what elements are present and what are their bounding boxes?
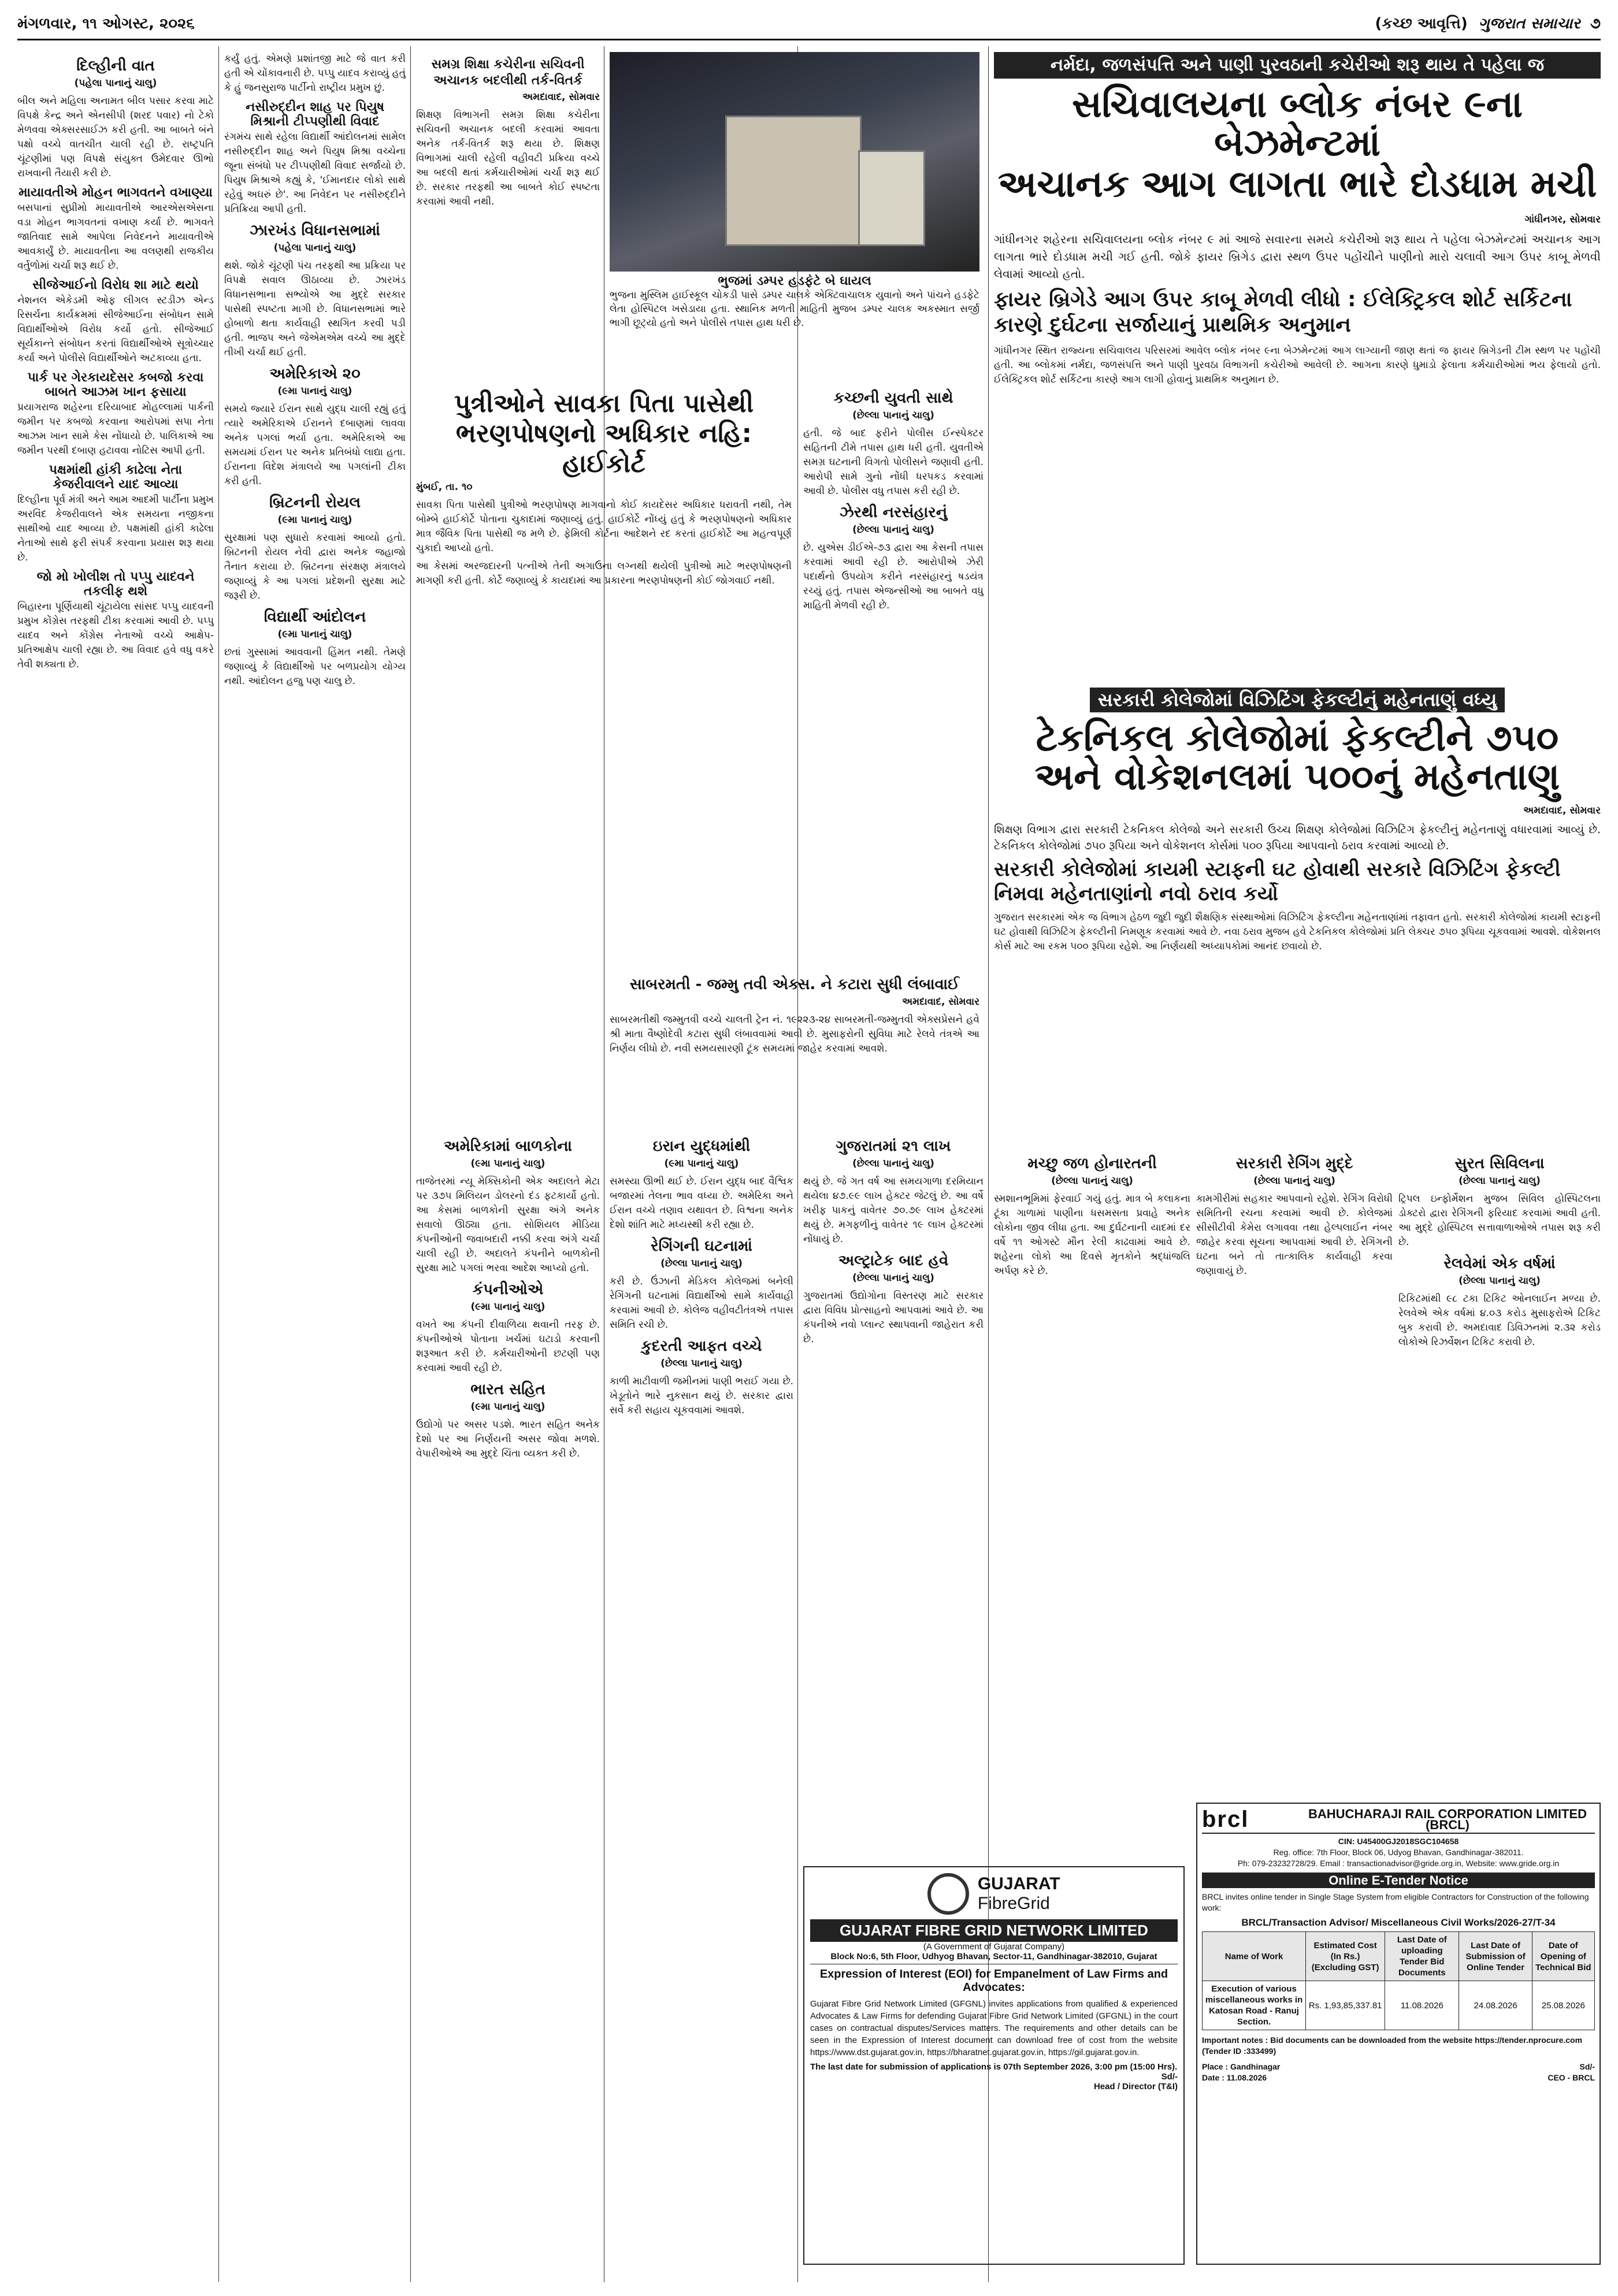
ad-body: Gujarat Fibre Grid Network Limited (GFGNL) invites applications from qualified & experienced Advocates & Law Firms for defending Gujarat Fibre Grid Network Limited (GFGNL) in the court cases on contractual disputes/Services matters. The requirements and other details can be seen in the Expression of Interest document can download free of cost from the website https://www.dst.gujarat.gov.in, https://bharatnet.gujarat.gov.in, https://gil.gujarat.gov.in. bbox=[810, 1999, 1178, 2057]
continuation: (છેલ્લા પાનાનું ચાલુ) bbox=[852, 1158, 934, 1169]
ad-title: GUJARAT FIBRE GRID NETWORK LIMITED bbox=[810, 1919, 1178, 1942]
story-sachivalay bbox=[994, 52, 1601, 676]
ad-date: Date : 11.08.2026 bbox=[1202, 2073, 1267, 2082]
continuation: (૯મા પાનાનું ચાલુ) bbox=[277, 514, 352, 526]
edition: (કચ્છ આવૃત્તિ) bbox=[1375, 15, 1468, 32]
headline: પુત્રીઓને સાવકા પિતા પાસેથી ભરણપોષણનો અધિકાર નહિ: હાઈકોર્ટ bbox=[454, 389, 754, 478]
brand-line: FibreGrid bbox=[977, 1894, 1050, 1913]
column-iran bbox=[610, 1132, 793, 2253]
headline: કચ્છની યુવતી સાથે bbox=[833, 389, 953, 407]
paragraph: ટ્રિપલ ઇન્ફોર્મેશન મુજબ સિવિલ હોસ્પિટલના ડોક્ટરો દ્વારા રેગિંગની ફરિયાદ કરવામાં આવી હતી. આ મુદ્દે હોસ્પિટલ સત્તાવાળાઓએ તપાસ શરૂ કરી છે. bbox=[1398, 1193, 1601, 1248]
photo-caption-title: ભુજમાં ડમ્પર હડફેટે બે ઘાયલ bbox=[718, 274, 871, 288]
continuation: (છેલ્લા પાનાનું ચાલુ) bbox=[1051, 1175, 1133, 1187]
story-education bbox=[416, 52, 600, 376]
paragraph: કરી છે. ઉંઝાની મેડિકલ કોલેજમાં બનેલી રેગિંગની ઘટનામાં વિદ્યાર્થીઓ સામે કાર્યવાહી કરવામાં આવી છે. કોલેજ વહીવટીતંત્રએ તપાસ સમિતિ રચી છે. bbox=[610, 1276, 793, 1331]
headline: સાબરમતી - જમ્મુ તવી એક્સ. ને કટારા સુધી લંબાવાઈ bbox=[629, 976, 960, 993]
dateline: મુંબઈ, તા. ૧૦ bbox=[416, 481, 473, 493]
masthead bbox=[1375, 15, 1601, 33]
column-surat-railway bbox=[1398, 1150, 1601, 1791]
ad-phone: Ph: 079-23232728/29. Email : transactionadvisor@gride.org.in, Website: www.gride.org.in bbox=[1237, 1859, 1560, 1868]
table-cell: 24.08.2026 bbox=[1459, 1981, 1532, 2030]
headline: ભારત સહિત bbox=[470, 1381, 545, 1398]
paragraph: થશે. જોકે ચૂંટણી પંચ તરફથી આ પ્રક્રિયા પર વિપક્ષે સવાલ ઊઠાવ્યા છે. ઝારખંડ વિધાનસભાના સભ્યોએ આ મુદ્દે સરકાર પાસેથી સ્પષ્ટતા માગી છે. વિધાનસભામાં ભારે હોબાળો થતા કાર્યવાહી સ્થગિત કરવી પડી હતી. ભાજપ અને જેએમએમ વચ્ચે આ મુદ્દે તીખી ચર્ચા થઈ હતી. bbox=[224, 260, 406, 358]
ad-body: BRCL invites online tender in Single Stage System from eligible Contractors for Construction of the following work: bbox=[1202, 1892, 1589, 1912]
paragraph: આ કેસમાં અરજદારની પત્નીએ તેની અગાઉના લગ્નથી થયેલી પુત્રીઓ માટે ભરણપોષણની માગણી કરી હતી. કોર્ટે જણાવ્યું કે કાયદામાં આ પ્રકારના ભરણપોષણની કોઈ જોગવાઈ નથી. bbox=[416, 560, 792, 586]
table-header: Estimated Cost (In Rs.) (Excluding GST) bbox=[1306, 1932, 1385, 1981]
paragraph: બીલ અને મહિલા અનામત બીલ પસાર કરવા માટે વિપક્ષે કેન્દ્ર અને એનસીપી (શરદ પવાર) નો ટેકો મેળવવા એક્સરસાઈઝ કરી હતી. આ બાબતે બંને પક્ષો વચ્ચે વાતચીત ચાલી રહી છે. રાષ્ટ્રપતિ ચૂંટણીમાં પણ વિપક્ષે સંયુક્ત ઉમેદવાર ઊભો રાખવાની તૈયારી કરી છે. bbox=[17, 95, 214, 179]
headline: જો મો ખોલીશ તો પપ્પુ યાદવને તકલીફ થશે bbox=[36, 570, 195, 599]
column-ragging bbox=[1196, 1150, 1393, 1855]
table-cell: Execution of various miscellaneous works in Katosan Road - Ranuj Section. bbox=[1203, 1981, 1306, 2030]
paragraph: ગુજરાતમાં ઉદ્યોગોના વિસ્તરણ માટે સરકાર દ્વારા વિવિધ પ્રોત્સાહનો આપવામાં આવે છે. આ કંપનીએ નવો પ્લાન્ટ સ્થાપવાની જાહેરાત કરી છે. bbox=[803, 1290, 984, 1345]
ad-eoi: Expression of Interest (EOI) for Empanelment of Law Firms and Advocates: bbox=[819, 1968, 1168, 1994]
paragraph: કામગીરીમાં સહકાર આપવાનો રહેશે. રેગિંગ વિરોધી સમિતિની રચના કરવામાં આવી છે. કોલેજમાં સીસીટીવી કેમેરા લગાવવા તથા હેલ્પલાઈન નંબર જાહેર કરવા સૂચના આપવામાં આવી છે. રેગિંગની ઘટના બને તો તાત્કાલિક કાર્યવાહી કરવા જણાવાયું છે. bbox=[1196, 1193, 1393, 1277]
ad-sd: Sd/- bbox=[1579, 2062, 1595, 2071]
ad-brcl bbox=[1196, 1803, 1601, 2265]
photo-caption-text: ભુજના મુસ્લિમ હાઈસ્કૂલ ચોકડી પાસે ડમ્પર ચાલકે એક્ટિવાચાલક યુવાનો અને પાંચને હડફેટે લેતા હોસ્પિટલ ખસેડાયા હતા. સ્થાનિક મળતી માહિતી મુજબ ડમ્પર ચાલક અકસ્માત સર્જી ભાગી છૂટ્યો હતો અને પોલીસે તપાસ હાથ ધરી છે. bbox=[610, 289, 979, 329]
paragraph: દિલ્હીના પૂર્વ મંત્રી અને આમ આદમી પાર્ટીના પ્રમુખ અરવિંદ કેજરીવાલને એક સમયના નજીકના સાથીઓ યાદ આવ્યા છે. પક્ષમાંથી હાંકી કાઢેલા નેતાઓ સાથે ફરી સંપર્ક કરવાના પ્રયાસ શરૂ થયા છે. bbox=[17, 494, 214, 563]
paragraph: વખતે આ કંપની દીવાળિયા થવાની તરફ છે. કંપનીઓએ પોતાના ખર્ચમાં ઘટાડો કરવાની શરૂઆત કરી છે. કર્મચારીઓની છટણી પણ કરવામાં આવી રહી છે. bbox=[416, 1319, 600, 1374]
paragraph: પ્રયાગરાજ શહેરના દરિયાબાદ મોહલ્લામાં પાર્કની જમીન પર કબજો કરવાના આરોપમાં સપા નેતા આઝમ ખાન સામે કેસ નોંધાયો છે. પાલિકાએ આ જમીન પરથી દબાણ હટાવવા નોટિસ આપી હતી. bbox=[17, 402, 214, 456]
headline: સીજેઆઈનો વિરોધ શા માટે થયો bbox=[32, 278, 199, 292]
table-header: Last Date of uploading Tender Bid Documents bbox=[1385, 1932, 1459, 1981]
headline: ગુજરાતમાં ૨૧ લાખ bbox=[836, 1138, 951, 1155]
dateline: અમદાવાદ, સોમવાર bbox=[522, 91, 600, 103]
page-header bbox=[17, 12, 1601, 40]
paragraph: બસપાનાં સુપ્રીમો માયાવતીએ આરએસએસના વડા મોહન ભાગવતનાં વખાણ કર્યા છે. ભાગવતે જાતિવાદ સામે આપેલા નિવેદનને માયાવતીએ આવકાર્યું છે. માયાવતીના આ વલણથી રાજકીય વર્તુળોમાં ચર્ચા શરૂ થઈ છે. bbox=[17, 202, 214, 272]
photo-caption-block bbox=[610, 274, 979, 378]
paragraph: છે. યુએસ ડીઈએ-૭૩ દ્વારા આ કેસની તપાસ કરવામાં આવી રહી છે. આરોપીએ ઝેરી પદાર્થનો ઉપયોગ કરીને નરસંહારનું ષડયંત્ર રચ્યું હતું. તપાસ એજન્સીઓ આ બાબતે વધુ માહિતી મેળવી રહી છે. bbox=[803, 542, 984, 611]
news-photo-dumper bbox=[610, 52, 979, 272]
table-cell: Rs. 1,93,85,337.81 bbox=[1306, 1981, 1385, 2030]
headline: રેલવેમાં એક વર્ષમાં bbox=[1443, 1255, 1556, 1272]
issue-date: મંગળવાર, ૧૧ ઓગસ્ટ, ૨૦૨૬ bbox=[17, 15, 195, 32]
continuation: (૯મા પાનાનું ચાલુ) bbox=[664, 1158, 739, 1169]
continuation: (પહેલા પાનાનું ચાલુ) bbox=[74, 77, 157, 89]
table-cell: 25.08.2026 bbox=[1532, 1981, 1594, 2030]
headline: અમેરિકામાં બાળકોના bbox=[444, 1138, 572, 1155]
truck-cab-shape bbox=[858, 150, 925, 246]
headline: બ્રિટનની રોયલ bbox=[269, 494, 361, 511]
ad-tender-no: BRCL/Transaction Advisor/ Miscellaneous Civil Works/2026-27/T-34 bbox=[1241, 1917, 1556, 1928]
headline: સચિવાલયના બ્લોક નંબર ૯ના બેઝમેન્ટમાં bbox=[1071, 83, 1523, 165]
headline: અમેરિકાએ ૨૦ bbox=[269, 365, 361, 382]
brand-line: GUJARAT bbox=[977, 1874, 1060, 1893]
headline: સરકારી રેગિંગ મુદ્દે bbox=[1235, 1155, 1353, 1172]
paragraph: સાવકા પિતા પાસેથી પુત્રીઓ ભરણપોષણ માગવાનો કોઈ કાયદેસર અધિકાર ધરાવતી નથી, તેમ બોમ્બે હાઈકોર્ટે પોતાના ચુકાદામાં જણાવ્યું હતું. હાઈકોર્ટે નોંધ્યું હતું કે ભરણપોષણનો અધિકાર માત્ર જૈવિક પિતા પાસેથી જ મળે છે. ફેમિલી કોર્ટના આદેશને રદ કરતાં હાઈકોર્ટે આ મહત્વપૂર્ણ ચુકાદો આપ્યો હતો. bbox=[416, 499, 792, 554]
table-header: Name of Work bbox=[1203, 1932, 1306, 1981]
headline: સમગ્ર શિક્ષા કચેરીના સચિવની અચાનક બદલીથી તર્ક-વિતર્ક bbox=[431, 57, 585, 88]
continuation: (છેલ્લા પાનાનું ચાલુ) bbox=[1459, 1175, 1541, 1187]
paragraph: ટિકિટમાંથી ૯૮ ટકા ટિકિટ ઓનલાઈન મળ્યા છે. રેલવેએ એક વર્ષમાં ૪.૦૩ કરોડ મુસાફરોએ ટિકિટ બુક કરાવી છે. અમદાવાદ ડિવિઝનમાં ૨.૩૨ કરોડ લોકોએ રિઝર્વેશન ટિકિટ કરાવી છે. bbox=[1398, 1293, 1601, 1348]
column-gujarat21 bbox=[803, 1132, 984, 1855]
tender-table bbox=[1202, 1931, 1595, 2030]
continuation: (છેલ્લા પાનાનું ચાલુ) bbox=[852, 524, 934, 536]
story-sabarmati bbox=[610, 971, 979, 1121]
continuation: (૯મા પાનાનું ચાલુ) bbox=[470, 1158, 545, 1169]
ad-title: BAHUCHARAJI RAIL CORPORATION LIMITED (BRCL) bbox=[1308, 1807, 1587, 1832]
continuation: (છેલ્લા પાનાનું ચાલુ) bbox=[852, 410, 934, 421]
dateline: અમદાવાદ, સોમવાર bbox=[1523, 805, 1601, 817]
truck-shape bbox=[725, 116, 862, 246]
table-row bbox=[1203, 1981, 1595, 2030]
headline: કંપનીઓએ bbox=[472, 1281, 544, 1298]
headline: ઝેરથી નરસંહારનું bbox=[839, 504, 948, 521]
continuation: (૯મા પાનાનું ચાલુ) bbox=[470, 1401, 545, 1413]
paragraph: તાજેતરમાં ન્યૂ મેક્સિકોની એક અદાલતે મેટા પર ૩૭૫ મિલિયન ડોલરનો દંડ ફટકાર્યો હતો. આ કેસમાં બાળકોની સુરક્ષા અંગે અનેક સવાલો ઊઠ્યા હતા. સોશિયલ મીડિયા કંપનીઓની જવાબદારી નક્કી કરવા અંગે ચર્ચા ચાલી રહી છે. અદાલતે કંપનીને બાળકોની સુરક્ષા માટે પગલાં ભરવા આદેશ આપ્યો હતો. bbox=[416, 1176, 600, 1274]
headline: સુરત સિવિલના bbox=[1454, 1155, 1545, 1172]
paragraph: સમસ્યા ઊભી થઈ છે. ઈરાન યુદ્ધ બાદ વૈશ્વિક બજારમાં તેલના ભાવ વધ્યા છે. અમેરિકા અને ઈરાન વચ્ચે તણાવ યથાવત છે. વિશ્વના અનેક દેશો શાંતિ માટે મધ્યસ્થી કરી રહ્યા છે. bbox=[610, 1176, 793, 1231]
ad-address: Block No:6, 5th Floor, Udhyog Bhavan, Sector-11, Gandhinagar-382010, Gujarat bbox=[810, 1952, 1178, 1964]
paragraph: ગાંધીનગર સ્થિત રાજ્યના સચિવાલય પરિસરમાં આવેલ બ્લોક નંબર ૯ના બેઝમેન્ટમાં આગ લાગ્યાની જાણ થતાં જ ફાયર બ્રિગેડની ટીમ સ્થળ પર પહોંચી હતી. આ બ્લોકમાં નર્મદા, જળસંપત્તિ અને પાણી પુરવઠા વિભાગની કચેરીઓ આવેલી છે. આગના કારણે ધુમાડો ફેલાતા કર્મચારીઓમાં ભય ફેલાયો હતો. ઈલેક્ટ્રિકલ શોર્ટ સર્કિટના કારણે આગ લાગી હોવાનું પ્રાથમિક અનુમાન છે. bbox=[994, 344, 1601, 385]
paragraph: રંગમંચ સાથે રહેલા વિદ્યાર્થી આંદોલનમાં સામેલ નસીરુદ્દીન શાહ અને પિયુષ મિશ્રા વચ્ચેના જૂના સંબંધો પર ટીપ્પણીથી વિવાદ સર્જાયો છે. પિયુષ મિશ્રાએ કહ્યું કે, 'ઈમાનદાર લોકો સાથે રહેવું અઘરું છે'. આ નિવેદન પર નસીરુદ્દીને પ્રતિક્રિયા આપી હતી. bbox=[224, 131, 406, 215]
divider bbox=[410, 46, 411, 2282]
paragraph: કાળી માટીવાળી જમીનમાં પાણી ભરાઈ ગયા છે. ખેડૂતોને ભારે નુકસાન થયું છે. સરકાર દ્વારા સર્વે કરી સહાય ચૂકવવામાં આવશે. bbox=[610, 1376, 793, 1416]
paragraph: ઉદ્યોગો પર અસર પડશે. ભારત સહિત અનેક દેશો પર આ નિર્ણયની અસર જોવા મળશે. વેપારીઓએ આ મુદ્દે ચિંતા વ્યક્ત કરી છે. bbox=[416, 1419, 600, 1459]
ad-sign: Sd/- bbox=[1161, 2072, 1178, 2082]
divider bbox=[797, 46, 798, 2282]
ad-sign: Head / Director (T&I) bbox=[1093, 2082, 1178, 2091]
headline: ટેકનિકલ કોલેજોમાં ફેકલ્ટીને ૭૫૦ bbox=[1036, 717, 1559, 760]
ad-notice: Online E-Tender Notice bbox=[1202, 1873, 1595, 1888]
headline: અને વોકેશનલમાં ૫૦૦નું મહેનતાણુ bbox=[1034, 756, 1560, 799]
continuation: (છેલ્લા પાનાનું ચાલુ) bbox=[1459, 1275, 1541, 1287]
headline: ઝારખંડ વિધાનસભામાં bbox=[250, 222, 380, 239]
story-court bbox=[416, 384, 792, 662]
column-america bbox=[416, 1132, 600, 2253]
continuation: (છેલ્લા પાનાનું ચાલુ) bbox=[1253, 1175, 1335, 1187]
headline: કુદરતી આફત વચ્ચે bbox=[641, 1338, 762, 1355]
headline: પાર્ક પર ગેરકાયદેસર કબજો કરવા બાબતે આઝમ ખાન ફસાયા bbox=[27, 370, 204, 399]
paragraph: શિક્ષણ વિભાગ દ્વારા સરકારી ટેકનિકલ કોલેજો અને સરકારી ઉચ્ચ શિક્ષણ કોલેજોમાં વિઝિટિંગ ફેકલ્ટીનું મહેનતાણું વધારવામાં આવ્યું છે. ટેકનિકલ કોલેજોમાં ૭૫૦ રૂપિયા અને વોકેશનલ કોર્સમાં ૫૦૦ રૂપિયા આપવાનો ઠરાવ કરવામાં આવ્યો છે. bbox=[994, 823, 1601, 853]
story-kutch bbox=[803, 384, 984, 939]
table-header: Last Date of Submission of Online Tender bbox=[1459, 1932, 1532, 1981]
ad-gfgnl bbox=[803, 1866, 1185, 2265]
paragraph: હતી. જે બાદ ફરીને પોલીસ ઈન્સ્પેક્ટર સહિતની ટીમે તપાસ હાથ ધરી હતી. યુવતીએ સમગ્ર ઘટનાની વિગતો પોલીસને જણાવી હતી. આરોપી સામે ગુનો નોંધી ધરપકડ કરવામાં આવી છે. પોલીસ વધુ તપાસ કરી રહી છે. bbox=[803, 428, 984, 497]
table-header: Date of Opening of Technical Bid bbox=[1532, 1932, 1594, 1981]
headline: અલ્ટ્રાટેક બાદ હવે bbox=[838, 1252, 949, 1269]
dateline: ગાંધીનગર, સોમવાર bbox=[1524, 213, 1601, 225]
paragraph: શિક્ષણ વિભાગની સમગ્ર શિક્ષા કચેરીના સચિવની અચાનક બદલી કરવામાં આવતા અનેક તર્ક-વિતર્ક શરૂ થયા છે. શિક્ષણ વિભાગમાં ચાલી રહેલી વહીવટી પ્રક્રિયા વચ્ચે આ બદલી થતાં કર્મચારીઓમાં ચર્ચા શરૂ થઈ છે. સરકાર તરફથી આ બાબતે કોઈ સ્પષ્ટતા કરવામાં આવી નથી. bbox=[416, 109, 600, 207]
dateline: અમદાવાદ, સોમવાર bbox=[902, 996, 979, 1008]
kicker: નર્મદા, જળસંપત્તિ અને પાણી પુરવઠાની કચેરીઓ શરૂ થાય તે પહેલા જ bbox=[994, 52, 1601, 79]
subheadline: ફાયર બ્રિગેડે આગ ઉપર કાબૂ મેળવી લીધો : ઈલેક્ટ્રિકલ શોર્ટ સર્કિટના કારણે દુર્ઘટના સર્જાયાનું પ્રાથમિક અનુમાન bbox=[994, 287, 1572, 337]
paragraph: સાબરમતીથી જમ્મુતવી વચ્ચે ચાલતી ટ્રેન નં. ૧૯૨૨૩-૨૪ સાબરમતી-જમ્મુતવી એક્સપ્રેસને હવે શ્રી માતા વૈષ્ણોદેવી કટારા સુધી લંબાવવામાં આવી છે. મુસાફરોની સુવિધા માટે રેલવે તંત્રએ આ નિર્ણય લીધો છે. નવી સમયસારણી ટૂંક સમયમાં જાહેર કરવામાં આવશે. bbox=[610, 1014, 979, 1054]
paragraph: કર્યું હતું. એમણે પ્રશાંતજી માટે જે વાત કરી હતી એ ચોંકાવનારી છે. પપ્પુ યાદવ કરાવ્યું હતું કે હું જનસુરાજ પાર્ટીનો રાષ્ટ્રીય પ્રમુખ છું. bbox=[224, 53, 406, 94]
continuation: (છેલ્લા પાનાનું ચાલુ) bbox=[660, 1358, 743, 1369]
ad-important: Important notes : Bid documents can be downloaded from the website https://tender.nprocure.com (Tender ID :333499) bbox=[1202, 2035, 1583, 2056]
paragraph: ગાંધીનગર શહેરના સચિવાલયના બ્લોક નંબર ૯ માં આજે સવારના સમયે કચેરીઓ શરૂ થાય તે પહેલા બેઝમેન્ટમાં અચાનક આગ લાગતા ભારે દોડધામ મચી ગઈ હતી. જોકે ફાયર બ્રિગેડ દ્વારા સ્થળ ઉપર પહોંચીને પાણીનો મારો ચલાવી આગ ઉપર કાબૂ મેળવી લેવામાં આવ્યો હતો. bbox=[994, 232, 1601, 281]
kicker: સરકારી કોલેજોમાં વિઝિટિંગ ફેકલ્ટીનું મહેનતાણું વધ્યુ bbox=[1090, 688, 1505, 712]
column-machhu bbox=[994, 1150, 1190, 1855]
ad-place: Place : Gandhinagar bbox=[1202, 2062, 1281, 2071]
paragraph: થયું છે. જે ગત વર્ષ આ સમયગાળા દરમિયાન થયેલા ૪૭.૯૯ લાખ હેક્ટર જેટલું છે. આ વર્ષે ખરીફ પાકનું વાવેતર ૭૦.૭૯ લાખ હેક્ટરમાં થયું છે. મગફળીનું વાવેતર ૧૯ લાખ હેક્ટરમાં નોંધાયું છે. bbox=[803, 1176, 984, 1245]
paragraph: સમયે જ્યારે ઈરાન સાથે યુદ્ધ ચાલી રહ્યું હતું ત્યારે અમેરિકાએ ઈરાનને દબાણમાં લાવવા અનેક પગલાં ભર્યા હતા. અમેરિકાએ આ સમયમાં ઈરાન પર અનેક પ્રતિબંધો લાદ્યા હતા. ઈરાનના વિદેશ મંત્રાલયે આ પગલાંની ટીકા કરી હતી. bbox=[224, 403, 406, 487]
table-cell: 11.08.2026 bbox=[1385, 1981, 1459, 2030]
column-two bbox=[224, 52, 406, 2282]
paragraph: નેશનલ એકેડમી ઓફ લીગલ સ્ટડીઝ એન્ડ રિસર્ચના કાર્યક્રમમાં સીજેઆઈના સંબોધન સામે વિદ્યાર્થીઓએ વિરોધ કર્યો હતો. સીજેઆઈ સૂર્યકાન્તે સંબોધન કરતાં વિદ્યાર્થીઓએ સૂત્રોચ્ચાર કર્યા અને પોલીસે વિદ્યાર્થીઓને અટકાવ્યા હતા. bbox=[17, 295, 214, 364]
headline: રેગિંગની ઘટનામાં bbox=[651, 1238, 752, 1255]
headline: મચ્છુ જળ હોનારતની bbox=[1027, 1155, 1157, 1172]
continuation: (છેલ્લા પાનાનું ચાલુ) bbox=[852, 1272, 934, 1284]
ad-logo bbox=[810, 1873, 1178, 1915]
paragraph: છતાં ગુસ્સામાં આવવાની હિંમત નથી. તેમણે જણાવ્યું કે વિદ્યાર્થીઓ પર બળપ્રયોગ યોગ્ય નથી. આંદોલન હજુ પણ ચાલુ છે. bbox=[224, 647, 406, 687]
headline: વિદ્યાર્થી આંદોલન bbox=[264, 608, 366, 626]
ad-subtitle: (A Government of Gujarat Company) bbox=[923, 1942, 1065, 1952]
paragraph: બિહારના પૂર્ણિયાથી ચૂંટાયેલા સાંસદ પપ્પુ યાદવની પ્રમુખ કોંગ્રેસ તરફથી ટીકા કરવામાં આવી છે. પપ્પુ યાદવ અને કોંગ્રેસ નેતાઓ વચ્ચે આક્ષેપ-પ્રતિઆક્ષેપ ચાલી રહ્યા છે. આ વિવાદ હવે વધુ વકરે તેવી શક્યતા છે. bbox=[17, 601, 214, 670]
paper-name: ગુજરાત સમાચાર bbox=[1478, 15, 1580, 32]
headline: ઇરાન યુદ્ધમાંથી bbox=[652, 1138, 751, 1155]
column-delhi bbox=[17, 52, 214, 2282]
continuation: (૯મા પાનાનું ચાલુ) bbox=[470, 1301, 545, 1313]
ad-last-date: The last date for submission of applications is 07th September 2026, 3:00 pm (15:00 Hrs). bbox=[810, 2062, 1178, 2072]
divider bbox=[218, 46, 219, 2282]
paragraph: ગુજરાત સરકારમાં એક જ વિભાગ હેઠળ જુદી જુદી શૈક્ષણિક સંસ્થાઓમાં વિઝિટિંગ ફેકલ્ટીના મહેનતાણાંમાં તફાવત હતો. સરકારી કોલેજોમાં કાયમી સ્ટાફની ઘટ હોવાથી વિઝિટિંગ ફેકલ્ટીની નિમણૂક કરવામાં આવે છે. નવા ઠરાવ મુજબ હવે ટેકનિકલ કોલેજોમાં પ્રતિ લેક્ચર ૭૫૦ રૂપિયા ચૂકવવામાં આવશે. વોકેશનલ કોર્સ માટે આ રકમ ૫૦૦ રૂપિયા રહેશે. આ નિર્ણયથી અધ્યાપકોમાં આનંદ છવાયો છે. bbox=[994, 912, 1601, 953]
continuation: (છેલ્લા પાનાનું ચાલુ) bbox=[660, 1258, 743, 1269]
continuation: (પહેલા પાનાનું ચાલુ) bbox=[273, 242, 357, 254]
ad-cin: CIN: U45400GJ2018SGC104658 bbox=[1338, 1837, 1459, 1846]
headline: નસીરુદ્દીન શાહ પર પિયુષ મિશ્રાની ટીપ્પણીથી વિવાદ bbox=[245, 100, 385, 129]
fibregrid-logo-icon bbox=[927, 1873, 969, 1915]
ad-reg: Reg. office: 7th Floor, Block 06, Udyog Bhavan, Gandhinagar-382011. bbox=[1273, 1848, 1524, 1857]
headline: અચાનક આગ લાગતા ભારે દોડધામ મચી bbox=[997, 163, 1597, 206]
brcl-logo: brcl bbox=[1202, 1806, 1249, 1832]
subheadline: સરકારી કોલેજોમાં કાયમી સ્ટાફની ઘટ હોવાથી સરકારે વિઝિટિંગ ફેકલ્ટી નિમવા મહેનતાણાંનો નવો ઠરાવ કર્યો bbox=[994, 858, 1561, 906]
headline: પક્ષમાંથી હાંકી કાઢેલા નેતા કેજરીવાલને યાદ આવ્યા bbox=[49, 463, 183, 492]
continuation: (૯મા પાનાનું ચાલુ) bbox=[277, 385, 352, 397]
paragraph: સુરક્ષામાં પણ સુધારો કરવામાં આવ્યો હતો. બ્રિટનની રોયલ નેવી દ્વારા અનેક જહાજો તૈનાત કરાયા છે. બ્રિટનના સંરક્ષણ મંત્રાલયે જણાવ્યું કે આ પગલાં પ્રદેશની સુરક્ષા માટે જરૂરી છે. bbox=[224, 532, 406, 601]
paragraph: સ્મશાનભૂમિમાં ફેરવાઈ ગયું હતું. માત્ર બે કલાકના ટૂંકા ગાળામાં પાણીના ધસમસતા પ્રવાહે અનેક લોકોના જીવ લીધા હતા. આ દુર્ઘટનાની યાદમાં દર વર્ષે ૧૧ ઓગસ્ટે મૌન રેલી કાઢવામાં આવે છે. શહેરના લોકો આ દિવસે મૃતકોને શ્રદ્ધાંજલિ અર્પણ કરે છે. bbox=[994, 1193, 1190, 1277]
continuation: (૯મા પાનાનું ચાલુ) bbox=[277, 629, 352, 640]
headline: માયાવતીએ મોહન ભાગવતને વખાણ્યા bbox=[18, 185, 213, 200]
ad-ceo: CEO - BRCL bbox=[1548, 2073, 1595, 2082]
page-number: ૭ bbox=[1590, 15, 1601, 32]
headline: દિલ્હીની વાત bbox=[76, 57, 155, 75]
story-faculty bbox=[994, 688, 1601, 1138]
